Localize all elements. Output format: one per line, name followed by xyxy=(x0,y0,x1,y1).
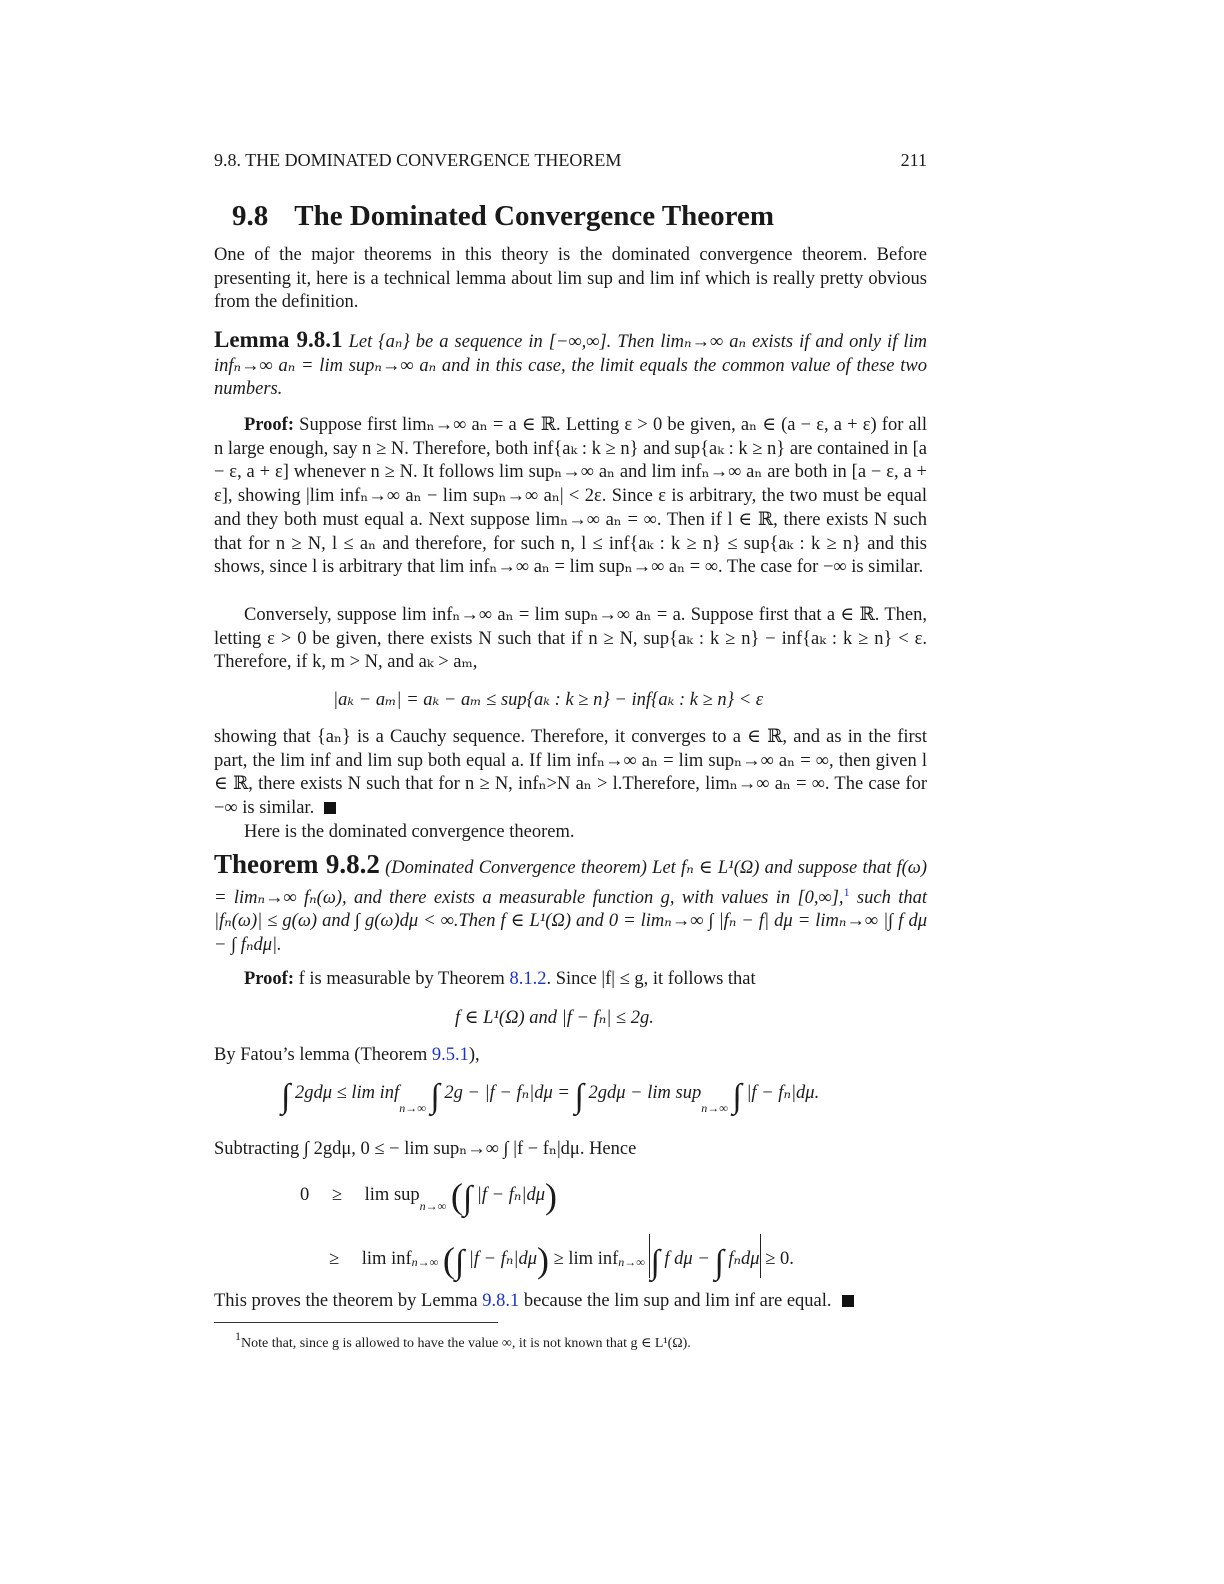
ref-lemma-9-8-1[interactable]: 9.8.1 xyxy=(482,1291,520,1311)
abs-integrand: |f − fₙ|dμ xyxy=(468,1249,537,1269)
section-title: The Dominated Convergence Theorem xyxy=(294,200,775,232)
fatou-paragraph xyxy=(214,1044,927,1068)
fatou-text-a: By Fatou’s lemma (Theorem xyxy=(214,1045,432,1065)
proof-label: Proof: xyxy=(244,415,294,435)
qed-square xyxy=(324,802,336,814)
liminf-label: lim inf xyxy=(568,1249,619,1269)
footnote-number: 1 xyxy=(235,1329,241,1343)
integral-sign: ∫ xyxy=(454,1244,465,1281)
proof-label-2: Proof: xyxy=(244,969,294,989)
integral-sign: ∫ xyxy=(574,1078,584,1115)
proof-theorem-paragraph xyxy=(214,968,927,992)
section-number: 9.8 xyxy=(232,200,269,232)
subtracting-line: Subtracting ∫ 2gdμ, 0 ≤ − lim supₙ→∞ ∫ |f − fₙ|dμ. Hence xyxy=(214,1139,637,1159)
right-paren: ) xyxy=(537,1240,549,1280)
liminf-label: lim inf xyxy=(361,1249,412,1269)
ref-theorem-9-5-1[interactable]: 9.5.1 xyxy=(431,1045,469,1065)
fn-dmu: fₙdμ xyxy=(728,1249,760,1269)
fatou-left: 2gdμ ≤ lim inf xyxy=(294,1083,400,1103)
qed-square xyxy=(842,1295,854,1307)
proof-theorem-text-a: f is measurable by Theorem xyxy=(298,969,510,989)
proof-lemma-text-1: Suppose first limₙ→∞ aₙ = a ∈ ℝ. Letting ε > 0 be given, aₙ ∈ (a − ε, a + ε) for all n large enough, say n ≥ N. Therefore, both inf{aₖ : k ≥ n} and sup{aₖ : k ≥ n} are contained in [a − ε, a + ε] whenever n ≥ N. It follows lim supₙ→∞ aₙ and lim infₙ→∞ aₙ are both in [a − ε, a + ε], showing |lim infₙ→∞ aₙ − lim supₙ→∞ aₙ| < 2ε. Since ε is arbitrary, the two must be equal and they both must equal a. Next suppose limₙ→∞ aₙ = ∞. Then if l ∈ ℝ, there exists N such that for n ≥ N, l ≤ aₙ and therefore, for such n, l ≤ inf{aₖ : k ≥ n} ≤ sup{aₖ : k ≥ n} and this shows, since l is arbitrary that lim infₙ→∞ aₙ = lim supₙ→∞ aₙ = ∞. The case for −∞ is similar. xyxy=(214,415,928,578)
lemma-label: Lemma 9.8.1 xyxy=(214,327,343,352)
footnote-marker[interactable]: 1 xyxy=(843,884,850,899)
integral-sign: ∫ xyxy=(430,1078,440,1115)
integral-sign: ∫ xyxy=(462,1180,473,1217)
conclusion-text-a: This proves the theorem by Lemma xyxy=(214,1291,483,1311)
ref-theorem-8-1-2[interactable]: 8.1.2 xyxy=(509,969,547,989)
final-equation-row-2 xyxy=(329,1234,794,1280)
lemma-block xyxy=(214,328,927,402)
theorem-label: Theorem 9.8.2 xyxy=(214,849,380,879)
fatou-right: 2gdμ − lim sup xyxy=(588,1083,702,1103)
intro-paragraph: One of the major theorems in this theory is the dominated convergence theorem. Before presenting it, here is a technical lemma about lim sup and lim inf which is really pretty obvious from the definition. xyxy=(214,245,927,313)
fatou-text-b: ), xyxy=(468,1045,480,1065)
page-number: 211 xyxy=(900,150,927,170)
cauchy-inequality: |aₖ − aₘ| = aₖ − aₘ ≤ sup{aₖ : k ≥ n} − inf{aₖ : k ≥ n} < ε xyxy=(333,690,764,710)
theorem-statement-a: (Dominated Convergence theorem) Let fₙ ∈ L¹(Ω) and suppose that f(ω) = limₙ→∞ fₙ(ω), and there exists a measurable function g, with values in [0,∞], xyxy=(214,858,928,908)
proof-lemma-paragraph-3 xyxy=(214,726,927,821)
abs-integrand: |f − fₙ|dμ xyxy=(476,1185,546,1205)
limit-subscript: n→∞ xyxy=(419,1199,447,1213)
integral-sign: ∫ xyxy=(714,1244,724,1281)
fatou-tail: |f − fₙ|dμ. xyxy=(746,1083,820,1103)
zero-value: 0 xyxy=(300,1185,310,1205)
left-paren: ( xyxy=(442,1240,455,1280)
section-heading xyxy=(232,200,774,233)
footnote xyxy=(235,1329,691,1352)
footnote-text: Note that, since g is allowed to have the value ∞, it is not known that g ∈ L¹(Ω). xyxy=(241,1336,691,1351)
limit-subscript: n→∞ xyxy=(701,1101,728,1115)
fatou-equation xyxy=(281,1080,819,1115)
conclusion-line xyxy=(214,1290,927,1314)
ge-zero: ≥ 0. xyxy=(765,1249,794,1269)
lemma-statement: Let {aₙ} be a sequence in [−∞,∞]. Then limₙ→∞ aₙ exists if and only if lim infₙ→∞ aₙ = lim supₙ→∞ aₙ and in this case, the limit equals the common value of these two numbers. xyxy=(214,332,927,400)
limit-subscript: n→∞ xyxy=(618,1255,645,1269)
abs-bar-right xyxy=(760,1234,761,1278)
theorem-statement-b: such that |fₙ(ω)| ≤ g(ω) and ∫ g(ω)dμ < ∞.Then f ∈ L¹(Ω) and 0 = limₙ→∞ ∫ |fₙ − f| dμ = limₙ→∞ |∫ f dμ − ∫ fₙdμ|. xyxy=(214,887,927,956)
running-header-title: 9.8. THE DOMINATED CONVERGENCE THEOREM xyxy=(214,150,622,170)
conclusion-text-b: because the lim sup and lim inf are equal. xyxy=(519,1291,832,1311)
proof-lemma-paragraph-1 xyxy=(214,414,927,580)
integrability-display: f ∈ L¹(Ω) and |f − fₙ| ≤ 2g. xyxy=(455,1008,654,1028)
limit-subscript: n→∞ xyxy=(411,1255,439,1269)
final-equation-row-1 xyxy=(300,1178,557,1216)
integral-sign: ∫ xyxy=(732,1078,742,1115)
lead-in-theorem: Here is the dominated convergence theorem. xyxy=(244,822,575,842)
footnote-rule xyxy=(214,1322,498,1323)
proof-lemma-text-3: showing that {aₙ} is a Cauchy sequence. Therefore, it converges to a ∈ ℝ, and as in the first part, the lim inf and lim sup both equal a. If lim infₙ→∞ aₙ = lim supₙ→∞ aₙ = ∞, then given l ∈ ℝ, there exists N such that for n ≥ N, infₙ>N aₙ > l.Therefore, limₙ→∞ aₙ = ∞. The case for −∞ is similar. xyxy=(214,727,927,819)
integral-sign: ∫ xyxy=(650,1244,660,1281)
geq-sign: ≥ xyxy=(331,1185,343,1205)
integral-sign: ∫ xyxy=(281,1078,291,1115)
proof-theorem-text-b: . Since |f| ≤ g, it follows that xyxy=(546,969,756,989)
limit-subscript: n→∞ xyxy=(399,1101,426,1115)
geq-sign: ≥ xyxy=(329,1249,340,1269)
theorem-block xyxy=(214,849,928,958)
limsup-label: lim sup xyxy=(364,1185,420,1205)
left-paren: ( xyxy=(450,1176,463,1216)
f-dmu: f dμ − xyxy=(664,1249,710,1269)
proof-lemma-paragraph-2: Conversely, suppose lim infₙ→∞ aₙ = lim supₙ→∞ aₙ = a. Suppose first that a ∈ ℝ. Then, letting ε > 0 be given, there exists N such that if n ≥ N, sup{aₖ : k ≥ n} − inf{aₖ : k ≥ n} < ε. Therefore, if k, m > N, and aₖ > aₘ, xyxy=(214,605,927,673)
geq-sign: ≥ xyxy=(553,1249,564,1269)
fatou-mid: 2g − |f − fₙ|dμ = xyxy=(444,1083,570,1103)
right-paren: ) xyxy=(545,1176,558,1216)
